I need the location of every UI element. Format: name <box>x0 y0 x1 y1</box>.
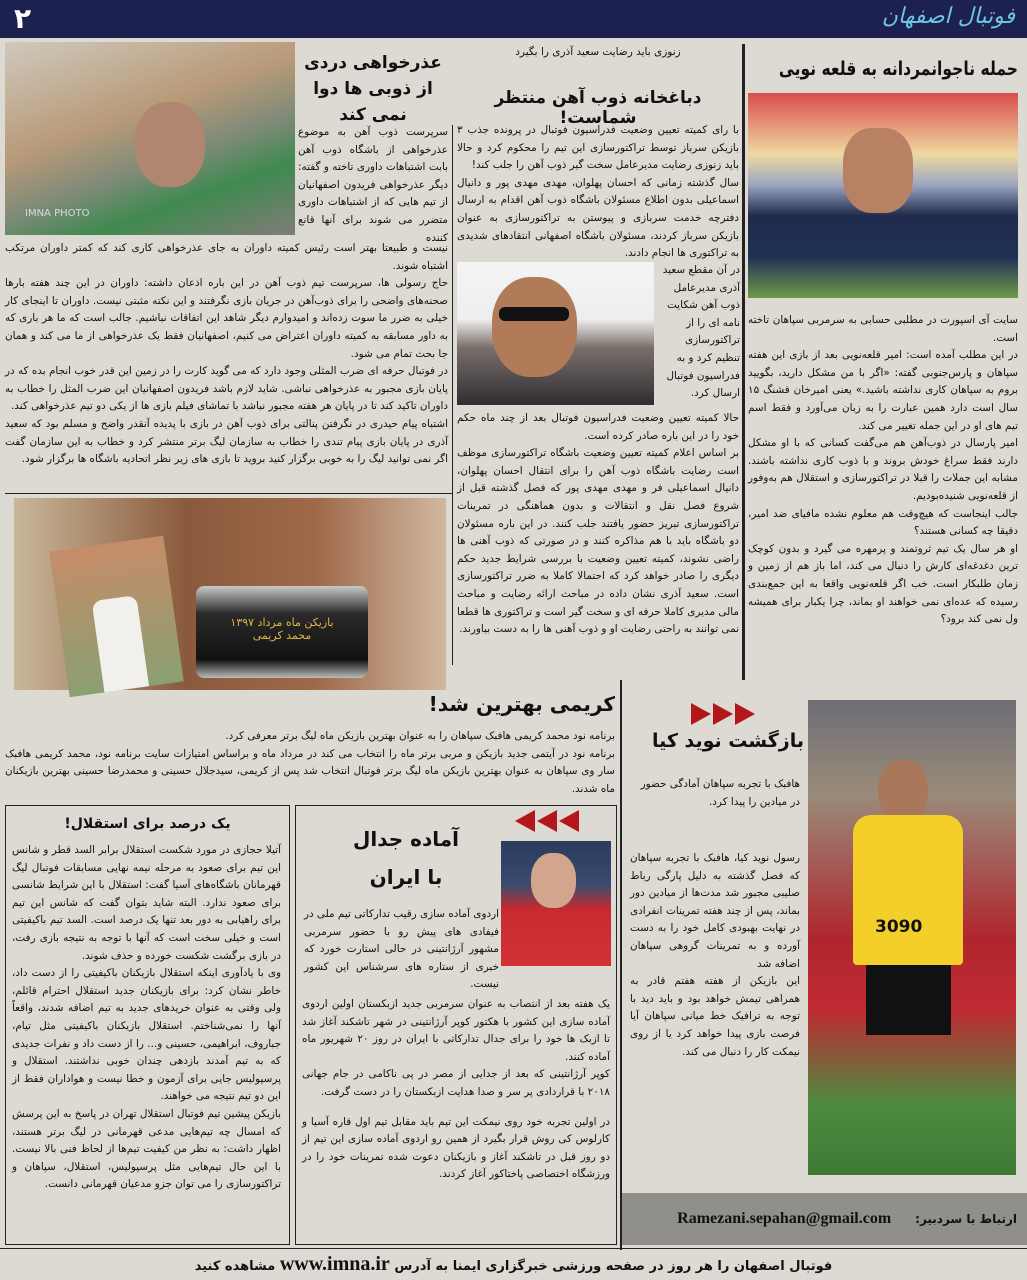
column-divider <box>742 44 745 680</box>
photo-watermark: IMNA PHOTO <box>25 208 90 219</box>
article-intro: سرپرست ذوب آهن به موضوع عذرخواهی از باشگاه ذوب آهن بابت اشتباهات داوری تاخته و گفته: دیگر عذرخواهی فریدون اصفهانیان از تیم هایی که از اشتباهات داوری متضرر می شوند برای آنها قانع کننده <box>298 126 448 244</box>
logo: فوتبال اصفهان <box>881 4 1015 29</box>
article-iran <box>295 805 617 1245</box>
article-intro <box>457 122 739 264</box>
paragraph: آتیلا حجازی در مورد شکست استقلال برابر السد قطر و شانس این تیم برای صعود به مرحله نیمه نهایی مسابقات فوتبال لیگ قهرمانان باشگاه‌های آسیا گفت: استقلال با این شرایط شانسی برای صعود ندارد. البته شاید بتوان گفت که شانس این تیم برای راهیابی به دور بعد تنها یک درصد است. السد تیم باکیفیتی است و خیلی سخت است که آنها با توجه به نتیجه بازی رفت، در بازی برگشت شکست خورده و حذف شوند. <box>12 844 281 962</box>
page-number: ۲ <box>14 2 32 35</box>
headline <box>316 820 496 896</box>
saeed-azari-photo <box>457 262 654 405</box>
article-lead: اردوی آماده سازی رقیب تدارکاتی تیم ملی در فیفادی های پیش رو با حضور سرمربی مشهور آرژانتینی در حالی استارت خورد که خبری از ستاره های سرشناس این کشور نیست. <box>303 908 499 991</box>
paragraph: کوپر آرژانتینی که بعد از جدایی از مصر در پی ناکامی در جام جهانی ۲۰۱۸ با قراردادی پر سر و صدا هدایت ازبکستان را در دست گرفت. <box>302 1068 610 1098</box>
paragraph: حالا کمیته تعیین وضعیت فدراسیون فوتبال بعد از چند ماه حکم خود را در این باره صادر کرده است. <box>457 412 739 442</box>
paragraph: اشتباه پیام حیدری در نگرفتن پنالتی برای ذوب آهن در بازی با پدیده آنقدر واضح و مسلم بود که سعید آذری در پایان بازی پیام تندی را خطاب به سازمان لیگ برتر منتشر کرد و خطاب به این سازمان گفت اگر نمی توانید لیگ را به خوبی برگزار کنید بروید تا بازی های زیر نظر اتحادیه باشگاه ها برگزار شود. <box>5 417 448 466</box>
paragraph: وی با یادآوری اینکه استقلال بازیکنان باکیفیتی را از دست داد، خاطر نشان کرد: برای بازیکنان جدید استقلال احترام قائلم، ولی وقتی به عنوان خریدهای جدید به تیم اضافه شدند، واقعاً آنها را نمی‌شناختم. استقلال بازیکنان باکیفیتی مثل تیام، جباروف، ابراهیمی، حسینی و... را از دست داد و نفرات جدیدی که به تیم آمدند بازدهی چندان خوبی نداشتند. استقلال و پرسپولیس جایی برای آزمون و خطا نیست و هواداران فقط از این دو تیم نتیجه می خواهند. <box>12 967 281 1103</box>
trophy-shape <box>196 586 368 678</box>
paragraph: جالب اینجاست که هیچ‌وقت هم معلوم نشده مافیای ضد امیر، دقیقا چه کسانی هستند؟ <box>748 507 1018 538</box>
contact-label: ارتباط با سردبیر: <box>915 1212 1017 1226</box>
article-side-text: در آن مقطع سعید آذری مدیرعامل ذوب آهن شکایت نامه ای را از تراکتورسازی تنظیم کرد و به فدراسیون فوتبال ارسال کرد. <box>662 264 740 400</box>
jersey-shape <box>853 815 963 965</box>
arrows-icon <box>514 810 586 836</box>
paragraph: یک هفته بعد از انتصاب به عنوان سرمربی جدید ازبکستان اولین اردوی آماده سازی این کشور با هکتور کوپر آرژانتینی در شهر تاشکند آغاز شد تا ازبک ها خود را برای جدال تدارکاتی با ایران در روز ۲۰ شهریور ماه آماده کنند. <box>302 998 610 1063</box>
article-esteghlal <box>5 805 290 1245</box>
article-body <box>457 410 739 665</box>
imna-url-link[interactable]: www.imna.ir <box>279 1253 390 1275</box>
article-body <box>630 850 800 1185</box>
footer <box>0 1251 1027 1277</box>
paragraph: برنامه نود در آیتمی جدید بازیکن و مربی برتر ماه را انتخاب می کند در مرداد ماه و براساس امتیازات سایت برنامه نود، محمد کریمی هافبک سار وی سپاهان به عنوان بهترین بازیکن ماه لیگ برتر فوتبال انتخاب شد پس از کریمی، سیدجلال حسینی و محمدرضا حسینی بهترین بازیکنان ماه شدند. <box>5 747 615 795</box>
coach-saluting-photo <box>748 93 1018 298</box>
article-lead: هافبک با تجربه سپاهان آمادگی حضور در میادین را پیدا کرد. <box>640 778 800 808</box>
paragraph: بر اساس اعلام کمیته تعیین وضعیت باشگاه تراکتورسازی موظف است رضایت باشگاه ذوب آهن را برای انتقال احسان پهلوان، دانیال اسماعیلی فر و مهدی مهدی پور که فصل گذشته قبل از شروع فصل نقل و انتقالات و بدون هماهنگی در تمرینات تراکتورسازی تبریز حضور یافتند جلب کنند. در این باره مسئولان دو باشگاه باید با هم مذاکره کنند و در صورتی که ذوب آهنی ها راضی نشوند، کمیته تعیین وضعیت با بررسی شرایط جدید حکم دیگری را صادر خواهد کرد که احتمالا کاملا به ضرر تراکتورسازی است. سعید آذری نشان داده در مباحث ارائه رضایت و مباحث مالی مدیری کاملا حرفه ای و سخت گیر است و تراکتوری ها قطعا نمی توانند به راحتی رضایت او و ذوب آهنی ها را به دست بیاورند. <box>457 447 739 636</box>
face-shape <box>492 277 577 377</box>
paragraph: رسول نوید کیا، هافبک با تجربه سپاهان که فصل گذشته به دلیل پارگی رباط صلیبی مجبور شد مدت‌ها از میادین دور بماند، پس از چند هفته تمرینات انفرادی در نهایت بهبودی کامل خود را به دست آورده و به تمرینات گروهی سپاهان اضافه شد <box>630 852 800 970</box>
article-body <box>12 842 281 1227</box>
masthead-bar <box>0 0 1027 38</box>
paragraph: در فوتبال حرفه ای ضرب المثلی وجود دارد که می گوید کارت را در زمین این قدر خوب انجام بده که در پایان بازی مجبور به عذرخواهی نباشی. شاید لازم باشد فریدون اصفهانیان این ضرب المثل را خطاب به داوران تاکید کند تا در پایان هر هفته مجبور نباشد با تماشای فیلم بازی ها از یکی دو تیم عذرخواهی کند. <box>5 365 448 413</box>
sunglasses-shape <box>499 307 569 321</box>
paragraph: سال گذشته زمانی که احسان پهلوان، مهدی مهدی پور و دانیال اسماعیلی بدون اطلاع مسئولان باشگاه ذوب آهن اقدام به ارسال دفترچه خدمت سربازی و پیوستن به تراکتورسازی به عنوان بازیکن سرباز کردند، مسئولان باشگاه اصفهانی انتقادهای شدیدی به تراکتوری ها انجام دادند. <box>457 176 739 260</box>
paragraph: حاج رسولی ها، سرپرست تیم ذوب آهن در این باره اذعان داشته: داوران در این چند هفته بارها صحنه‌های واضحی را برای ذوب‌آهن در جریان بازی نگرفتند و این نکته مثبتی نیست. داوران تا اینجای کار خیلی به ضرر ما سوت زده‌اند و امیدوارم دیگر شاهد این اتفاقات نباشیم. جالب است که ما هر باری که به داور مسابقه به کمیته داوران اعتراض می کنیم، اصفهانیان فقط یک عذرخواهی از ما می کند و همان جا بحث تمام می شود. <box>5 277 448 360</box>
paragraph: برنامه نود محمد کریمی هافبک سپاهان را به عنوان بهترین بازیکن ماه لیگ برتر معرفی کرد. <box>225 730 615 742</box>
headline: حمله ناجوانمردانه به قلعه نویی <box>778 58 1018 80</box>
headline: عذرخواهی دردی از ذوبی ها دوا نمی کند <box>304 53 442 125</box>
paragraph: سایت آی اسپورت در مطلبی حسابی به سرمربی سپاهان تاخته است. <box>748 314 1018 344</box>
paragraph: در اولین تجربه خود روی نیمکت این تیم باید مقابل تیم اول قاره آسیا و کارلوس کی روش قرار بگیرد از همین رو اردوی آماده سازی این تیم از دو روز قبل در تاشکند آغاز و بازیکنان دعوت شده تمرینات خود را در ورزشگاه اختصاصی پاختاکور آغاز کردند. <box>302 1115 610 1181</box>
paragraph: نیست و طبیعتا بهتر است رئیس کمیته داوران به جای عذرخواهی کاری کند که کمتر داوران مرتکب اشتباه شوند. <box>5 242 448 272</box>
trophy-engraving: بازیکن ماه مرداد ۱۳۹۷ <box>230 616 334 629</box>
player-shape <box>92 595 149 692</box>
column-divider <box>620 680 622 1250</box>
navidkia-photo <box>808 700 1016 1175</box>
headline: دباغخانه ذوب آهن منتظر شماست! <box>494 88 702 128</box>
paragraph: امیر پارسال در ذوب‌آهن هم می‌گفت کسانی که با او مشکل دارند فقط سراغ خودش بروند و با ذوب کاری نداشته باشند. مشابه این جملات را قبلا در تراکتورسازی و استقلال هم به‌وفور از قلعه‌نویی شنیده‌بودیم. <box>748 437 1018 502</box>
trophy-photo <box>14 498 446 690</box>
face-shape <box>878 760 928 820</box>
editor-email-link[interactable]: Ramezani.sepahan@gmail.com <box>677 1210 892 1227</box>
contact-box <box>622 1193 1027 1245</box>
headline-line: با ایران <box>369 865 443 889</box>
paragraph: با رای کمیته تعیین وضعیت فدراسیون فوتبال در پرونده جذب ۳ بازیکن سرباز توسط تراکتورسازی این تیم را محکوم کرد و حالا باید زنوزی رضایت مدیرعامل سخت گیر ذوب آهن را جلب کند! <box>457 124 739 172</box>
kicker: زنوزی باید رضایت سعید آذری را بگیرد <box>515 46 681 58</box>
face-shape <box>843 128 913 213</box>
arrows-icon <box>690 703 775 729</box>
column-divider <box>452 125 453 665</box>
player-inset-photo <box>49 536 183 698</box>
headline: بازگشت نوید کیا <box>651 730 804 752</box>
footer-text: فوتبال اصفهان را هر روز در صفحه ورزشی خبرگزاری ایمنا به آدرس <box>394 1259 833 1274</box>
paragraph: در این مطلب آمده است: امیر قلعه‌نویی بعد از بازی این هفته سپاهان و پارس‌جنوبی گفته: «اگر با من مشکل دارید، بگویید بروم به سپاهان کاری نداشته باشید.» یعنی امیرخان قشنگ ۱۵ سال است دارد همین عبارت را به زبان می‌آورد و فقط اسم تیم های او در این جمله تغییر می کند. <box>748 349 1018 432</box>
paragraph: او هر سال یک تیم ثروتمند و پرمهره می گیرد و بدون کوچک ترین دغدغه‌ای کارش را دنبال می کند، اما باز هم از زمین و زمان طلبکار است. خب اگر قلعه‌نویی واقعا به این جمع‌بندی رسیده که عده‌ای نمی خواهند او بماند، چرا یکبار برای همیشه ول نمی کند برود؟ <box>748 542 1018 626</box>
team-manager-photo <box>5 42 295 235</box>
paragraph: این بازیکن از هفته هفتم قادر به همراهی تیمش خواهد بود و باید دید با توجه به ترافیک خط میانی سپاهان آیا فرصت بازی پیدا خواهد کرد یا از روی نیمکت کار را دنبال می کند. <box>630 975 800 1058</box>
jersey-number: 3090 <box>875 917 923 937</box>
article-body <box>302 996 610 1236</box>
face-shape <box>135 102 205 187</box>
face-shape <box>531 853 576 908</box>
paragraph: بازیکن پیشین تیم فوتبال استقلال تهران در پاسخ به این پرسش که امسال چه تیم‌هایی مدعی قهرمانی در لیگ برتر هستند، اظهار داشت: به نظر من کیفیت تیم‌ها از لحاظ فنی بالا نیست. با این حال تیم‌هایی مثل پرسپولیس، استقلال، سپاهان و تراکتورسازی را می توان جزو مدعیان قهرمانی دانست. <box>12 1107 281 1191</box>
row-divider <box>5 493 452 494</box>
hector-cuper-photo <box>501 841 611 966</box>
footer-text: مشاهده کنید <box>194 1259 276 1274</box>
shorts-shape <box>866 965 951 1035</box>
headline: کریمی بهترین شد! <box>428 692 615 716</box>
headline: یک درصد برای استقلال! <box>64 816 231 832</box>
article-body <box>748 312 1018 662</box>
footer-divider <box>0 1248 1027 1249</box>
headline-line: آماده جدال <box>353 827 459 851</box>
article-body <box>5 728 615 795</box>
article-body <box>5 240 448 470</box>
trophy-engraving: محمد کریمی <box>252 629 312 642</box>
